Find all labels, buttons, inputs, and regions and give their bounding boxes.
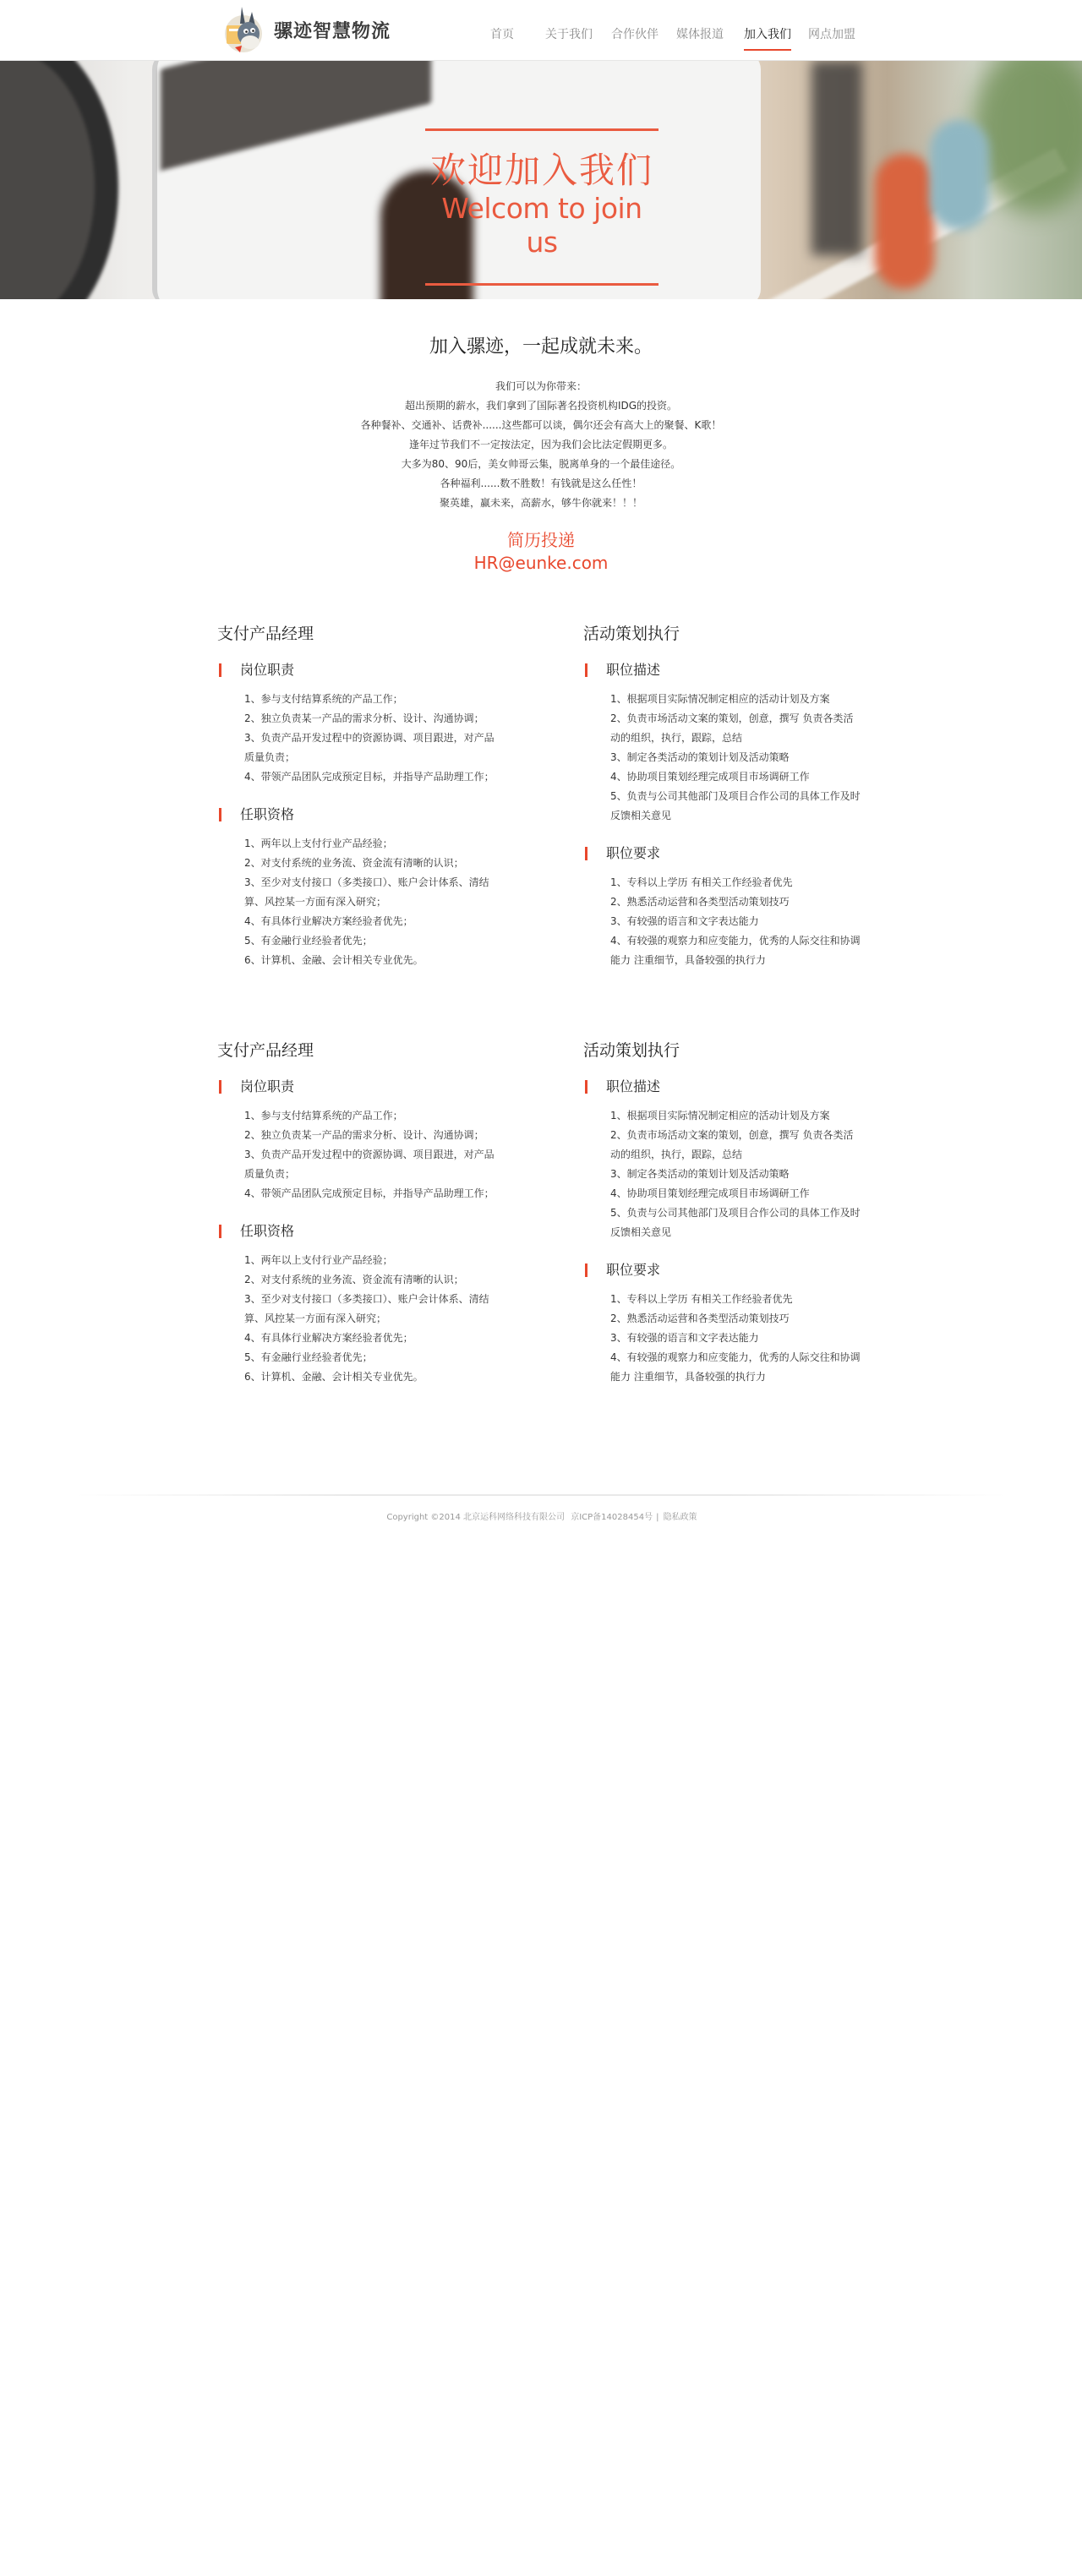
section-header [217,1222,522,1241]
site-header [0,0,1082,61]
section-list [583,690,862,826]
privacy-policy-link[interactable]: 隐私政策 [663,1513,697,1522]
nav-franchise[interactable]: 网点加盟 [808,28,855,41]
nav-partners[interactable]: 合作伙伴 [611,28,658,41]
list-item: 1、根据项目实际情况制定相应的活动计划及方案 [610,1110,830,1122]
job-event-planning [583,1040,888,1387]
job-title: 活动策划执行 [583,1041,680,1060]
list-item: 4、协助项目策划经理完成项目市场调研工作 [610,1187,810,1199]
list-item: 1、两年以上支付行业产品经验； [244,838,393,849]
section-marker [219,808,221,821]
benefit-line: 聚英雄，赢未来，高薪水，够牛你就来！！！ [439,497,642,509]
benefit-line: 各种餐补、交通补、话费补......这些都可以谈，偶尔还会有高大上的聚餐、K歌！ [360,419,722,431]
list-item: 6、计算机、金融、会计相关专业优先。 [244,1371,424,1383]
footer-divider [76,1494,1006,1496]
list-item: 4、协助项目策划经理完成项目市场调研工作 [610,771,810,783]
banner-bg-shape [0,61,118,299]
job-payment-product-manager [217,624,522,970]
list-item: 4、带领产品团队完成预定目标，并指导产品助理工作； [244,771,495,783]
list-item: 5、有金融行业经验者优先； [244,1351,373,1363]
section-title: 职位描述 [606,662,661,678]
hr-email-link[interactable]: HR@eunke.com [473,553,609,573]
list-item: 1、专科以上学历 有相关工作经验者优先 [610,876,793,888]
section-header [583,844,888,863]
job-section [583,1261,888,1387]
banner-heading-block [425,128,658,286]
benefit-line: 大多为80、90后，美女帅哥云集，脱离单身的一个最佳途径。 [401,458,681,470]
section-header [217,1078,522,1096]
job-title: 支付产品经理 [217,1041,314,1060]
section-marker [219,1080,221,1094]
list-item: 3、负责产品开发过程中的资源协调、项目跟进，对产品质量负责； [244,1149,495,1180]
resume-submission [0,528,1082,574]
list-item: 3、制定各类活动的策划计划及活动策略 [610,1168,790,1180]
section-list [583,1106,862,1242]
banner-title-en: Welcom to join us [441,192,642,259]
section-title: 职位描述 [606,1078,661,1094]
benefit-line: 逢年过节我们不一定按法定，因为我们会比法定假期更多。 [408,439,673,450]
job-section [583,661,888,826]
job-row [0,1040,1082,1429]
section-title: 任职资格 [240,806,295,822]
section-header [583,1078,888,1096]
nav-about[interactable]: 关于我们 [545,28,593,41]
job-title: 活动策划执行 [583,625,680,643]
list-item: 1、参与支付结算系统的产品工作； [244,1110,403,1122]
section-list [217,1251,496,1387]
list-item: 2、熟悉活动运营和各类型活动策划技巧 [610,896,790,908]
list-item: 2、独立负责某一产品的需求分析、设计、沟通协调； [244,1129,484,1141]
list-item: 1、参与支付结算系统的产品工作； [244,693,403,705]
section-list [583,1290,862,1387]
banner-title-cn: 欢迎加入我们 [429,150,653,191]
intro-title: 加入骡迹，一起成就未来。 [429,336,653,357]
banner-bg-shape [875,154,934,289]
section-list [217,690,496,787]
list-item: 2、对支付系统的业务流、资金流有清晰的认识； [244,857,464,869]
list-item: 6、计算机、金融、会计相关专业优先。 [244,954,424,966]
benefit-line: 超出预期的薪水，我们拿到了国际著名投资机构IDG的投资。 [404,400,678,412]
job-section [583,844,888,970]
list-item: 2、负责市场活动文案的策划，创意，撰写 负责各类活动的组织，执行，跟踪，总结 [610,712,854,744]
section-header [217,805,522,824]
icp-number: 京ICP备14028454号 [571,1513,653,1522]
list-item: 2、对支付系统的业务流、资金流有清晰的认识； [244,1274,464,1285]
section-marker [219,1225,221,1238]
list-item: 3、至少对支付接口（多类接口）、账户会计体系、清结算、风控某一方面有深入研究； [244,1293,489,1324]
nav-join-us[interactable]: 加入我们 [744,25,791,52]
list-item: 2、独立负责某一产品的需求分析、设计、沟通协调； [244,712,484,724]
list-item: 3、制定各类活动的策划计划及活动策略 [610,751,790,763]
nav-home[interactable]: 首页 [490,28,514,41]
benefit-line: 各种福利......数不胜数！有钱就是这么任性！ [440,478,642,489]
section-title: 职位要求 [606,845,661,861]
brand-name: 骡迹智慧物流 [274,20,391,42]
section-header [583,1261,888,1280]
list-item: 4、有较强的观察力和应变能力，优秀的人际交往和协调能力 注重细节，具备较强的执行力 [610,1351,861,1383]
resume-label: 简历投递 [507,530,575,550]
section-header [583,661,888,679]
copyright-text: Copyright ©2014 北京运科网络科技有限公司 [386,1513,566,1522]
section-title: 职位要求 [606,1262,661,1278]
list-item: 2、负责市场活动文案的策划，创意，撰写 负责各类活动的组织，执行，跟踪，总结 [610,1129,854,1160]
list-item: 4、有较强的观察力和应变能力，优秀的人际交往和协调能力 注重细节，具备较强的执行力 [610,935,861,966]
job-section [583,1078,888,1242]
list-item: 4、有具体行业解决方案经验者优先； [244,915,413,927]
job-section [217,1222,522,1387]
job-row [0,624,1082,1012]
list-item: 3、至少对支付接口（多类接口）、账户会计体系、清结算、风控某一方面有深入研究； [244,876,489,908]
list-item: 1、两年以上支付行业产品经验； [244,1254,393,1266]
section-list [217,1106,496,1203]
list-item: 5、负责与公司其他部门及项目合作公司的具体工作及时反馈相关意见 [610,790,861,821]
list-item: 2、熟悉活动运营和各类型活动策划技巧 [610,1313,790,1324]
list-item: 4、有具体行业解决方案经验者优先； [244,1332,413,1344]
section-title: 岗位职责 [240,1078,295,1094]
job-payment-product-manager [217,1040,522,1387]
section-marker [585,663,587,677]
list-item: 5、有金融行业经验者优先； [244,935,373,947]
list-item: 3、有较强的语言和文字表达能力 [610,1332,759,1344]
banner-rule-top [425,128,658,131]
list-item: 3、负责产品开发过程中的资源协调、项目跟进，对产品质量负责； [244,732,495,763]
main-nav [0,25,1082,61]
list-item: 5、负责与公司其他部门及项目合作公司的具体工作及时反馈相关意见 [610,1207,861,1238]
banner-rule-bottom [425,283,658,286]
list-item: 3、有较强的语言和文字表达能力 [610,915,759,927]
section-title: 任职资格 [240,1223,295,1239]
banner-bg-shape [812,61,862,255]
job-event-planning [583,624,888,970]
job-section [217,661,522,787]
job-section [217,805,522,970]
list-item: 1、根据项目实际情况制定相应的活动计划及方案 [610,693,830,705]
section-title: 岗位职责 [240,662,295,678]
list-item: 1、专科以上学历 有相关工作经验者优先 [610,1293,793,1305]
hero-banner [0,61,1082,299]
footer-separator: | [656,1513,659,1522]
nav-media[interactable]: 媒体报道 [676,28,724,41]
section-marker [585,847,587,860]
section-marker [585,1080,587,1094]
section-list [583,873,862,970]
job-title: 支付产品经理 [217,625,314,643]
section-marker [585,1263,587,1277]
banner-bg-shape [930,120,989,230]
list-item: 4、带领产品团队完成预定目标，并指导产品助理工作； [244,1187,495,1199]
intro-section [0,335,1082,574]
benefits-list [0,377,1082,513]
section-list [217,834,496,970]
section-marker [219,663,221,677]
job-section [217,1078,522,1203]
site-footer [0,1511,1082,1525]
section-header [217,661,522,679]
benefit-line: 我们可以为你带来： [495,380,587,392]
